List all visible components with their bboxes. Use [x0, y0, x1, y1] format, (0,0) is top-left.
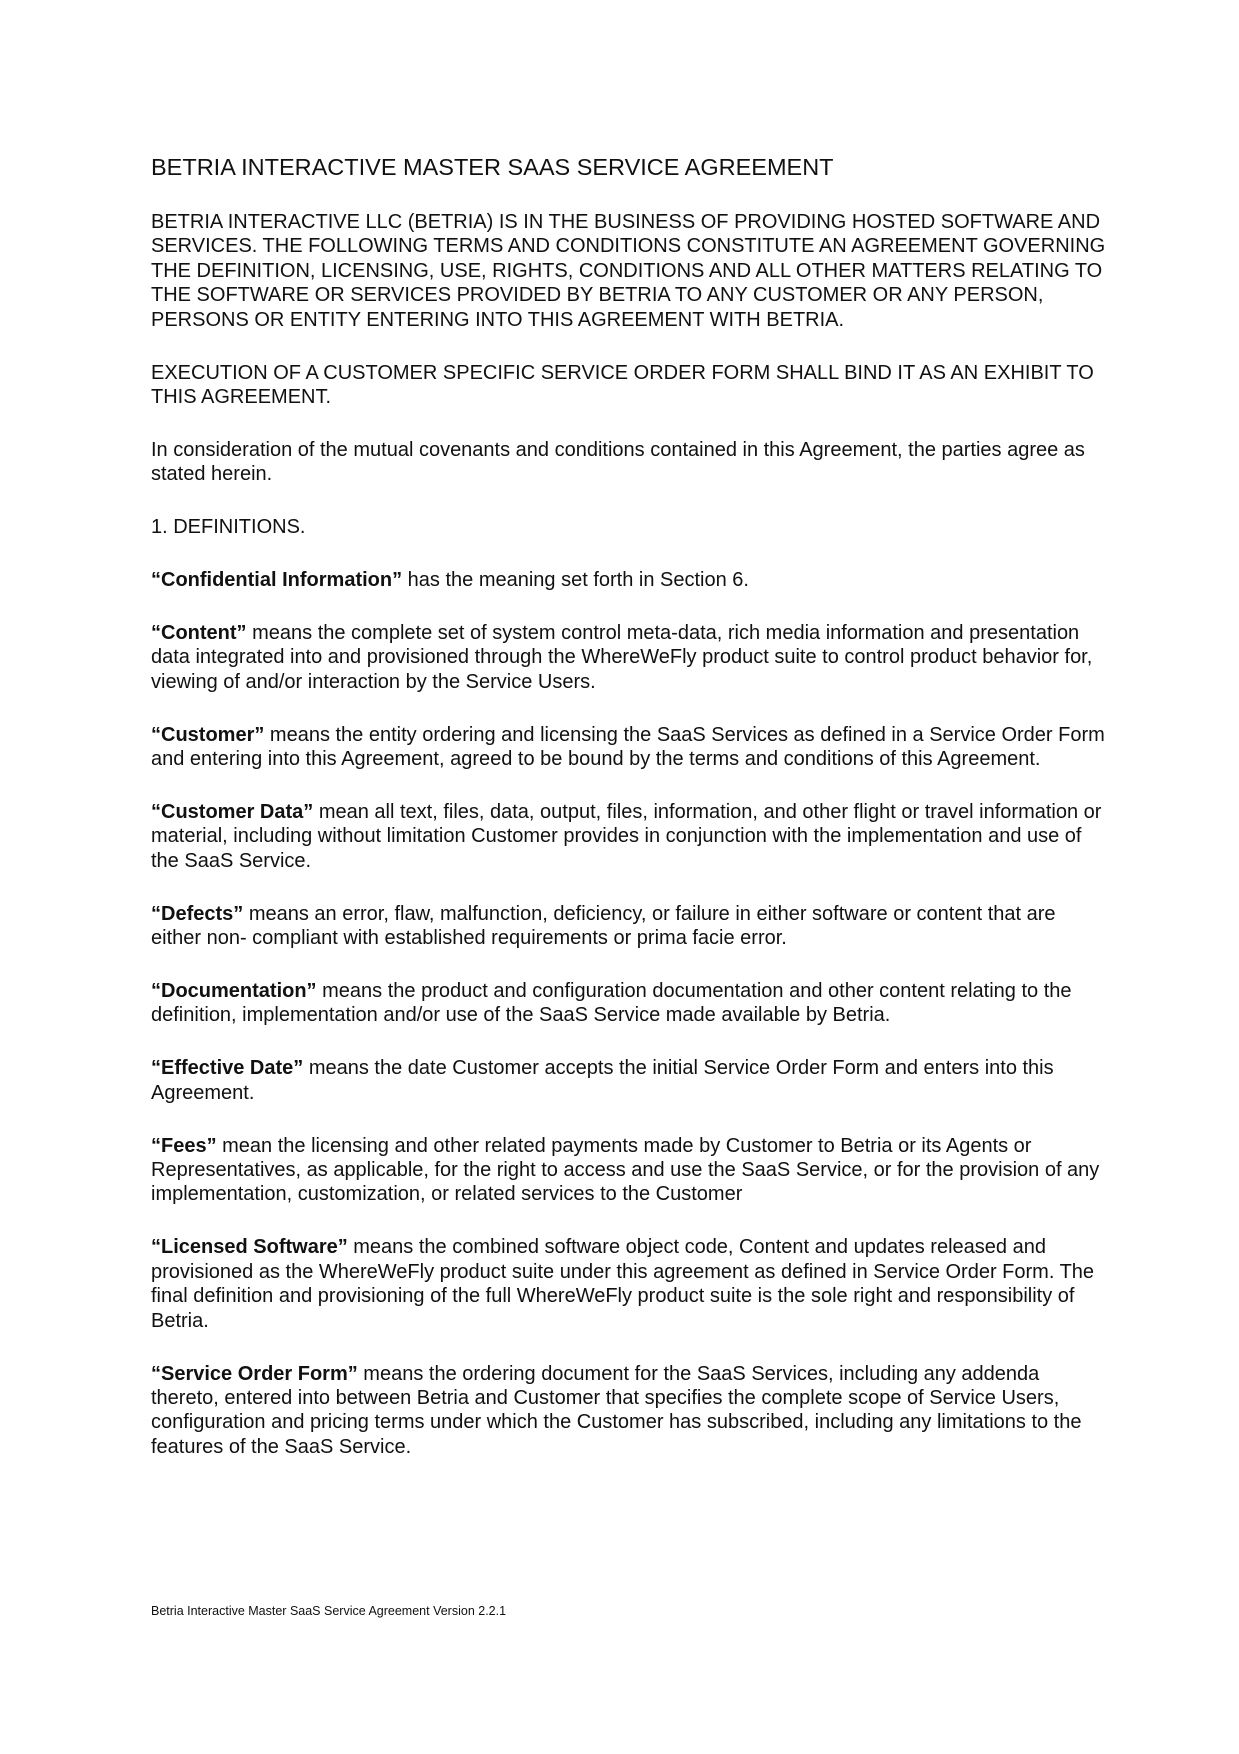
definition-text: has the meaning set forth in Section 6.	[402, 569, 749, 592]
definition-item	[151, 902, 1106, 951]
definition-item	[151, 800, 1106, 873]
definition-item	[151, 1362, 1106, 1460]
definition-text: means the complete set of system control meta-data, rich media information and presentation data integrated into and provisioned through the WhereWeFly product suite to control product behavior for, viewing of and/or interaction by the Service Users.	[151, 621, 1093, 693]
document-title: BETRIA INTERACTIVE MASTER SAAS SERVICE AGREEMENT	[151, 154, 834, 180]
definition-term: “Licensed Software”	[151, 1236, 348, 1259]
definition-term: “Service Order Form”	[151, 1362, 358, 1385]
document-page	[151, 153, 1106, 1488]
definition-text: means the combined software object code, Content and updates released and provisioned as the WhereWeFly product suite under this agreement as defined in Service Order Form. The final definition and provisioning of the full WhereWeFly product suite is the sole right and responsibility of Betria.	[151, 1236, 1095, 1332]
definition-text: means an error, flaw, malfunction, deficiency, or failure in either software or content that are either non- compliant with established requirements or prima facie error.	[151, 902, 1056, 950]
definition-term: “Customer”	[151, 723, 265, 746]
definition-item	[151, 1235, 1106, 1333]
definition-item	[151, 723, 1106, 772]
intro-paragraph: In consideration of the mutual covenants and conditions contained in this Agreement, the parties agree as stated herein.	[151, 438, 1085, 486]
definition-term: “Defects”	[151, 902, 244, 925]
definition-text: mean the licensing and other related payments made by Customer to Betria or its Agents or Representatives, as applicable, for the right to access and use the SaaS Service, or for the provision of any implementation, customization, or related services to the Customer	[151, 1134, 1100, 1206]
intro-paragraph: EXECUTION OF A CUSTOMER SPECIFIC SERVICE ORDER FORM SHALL BIND IT AS AN EXHIBIT TO THIS AGREEMENT.	[151, 361, 1094, 408]
definition-text: mean all text, files, data, output, files, information, and other flight or travel information or material, including without limitation Customer provides in conjunction with the implementation and use of the SaaS Service.	[151, 801, 1102, 872]
page-footer: Betria Interactive Master SaaS Service Agreement Version 2.2.1	[151, 1604, 507, 1618]
definition-item	[151, 621, 1106, 694]
definition-text: means the entity ordering and licensing the SaaS Services as defined in a Service Order Form and entering into this Agreement, agreed to be bound by the terms and conditions of this Agreement.	[151, 723, 1105, 771]
definition-text: means the product and configuration documentation and other content relating to the definition, implementation and/or use of the SaaS Service made available by Betria.	[151, 980, 1072, 1027]
definition-term: “Documentation”	[151, 980, 317, 1003]
definition-term: “Effective Date”	[151, 1057, 304, 1080]
definition-item	[151, 1056, 1106, 1105]
definition-term: “Confidential Information”	[151, 569, 403, 592]
definition-term: “Content”	[151, 621, 247, 644]
definition-term: “Fees”	[151, 1134, 217, 1157]
intro-paragraph: BETRIA INTERACTIVE LLC (BETRIA) IS IN THE BUSINESS OF PROVIDING HOSTED SOFTWARE AND SERVICES. THE FOLLOWING TERMS AND CONDITIONS CONSTITUTE AN AGREEMENT GOVERNING THE DEFINITION, LICENSING, USE, RIGHTS, CONDITIONS AND ALL OTHER MATTERS RELATING TO THE SOFTWARE OR SERVICES PROVIDED BY BETRIA TO ANY CUSTOMER OR ANY PERSON, PERSONS OR ENTITY ENTERING INTO THIS AGREEMENT WITH BETRIA.	[151, 211, 1106, 331]
definition-text: means the ordering document for the SaaS Services, including any addenda thereto, entered into between Betria and Customer that specifies the complete scope of Service Users, configuration and pricing terms under which the Customer has subscribed, including any limitations to the features of the SaaS Service.	[151, 1362, 1082, 1458]
definition-item	[151, 1134, 1106, 1207]
definition-item	[151, 568, 1106, 592]
definition-item	[151, 979, 1106, 1028]
definition-term: “Customer Data”	[151, 801, 314, 823]
definition-text: means the date Customer accepts the initial Service Order Form and enters into this Agreement.	[151, 1057, 1054, 1104]
section-heading: 1. DEFINITIONS.	[151, 516, 306, 539]
definitions-list	[151, 568, 1106, 1459]
